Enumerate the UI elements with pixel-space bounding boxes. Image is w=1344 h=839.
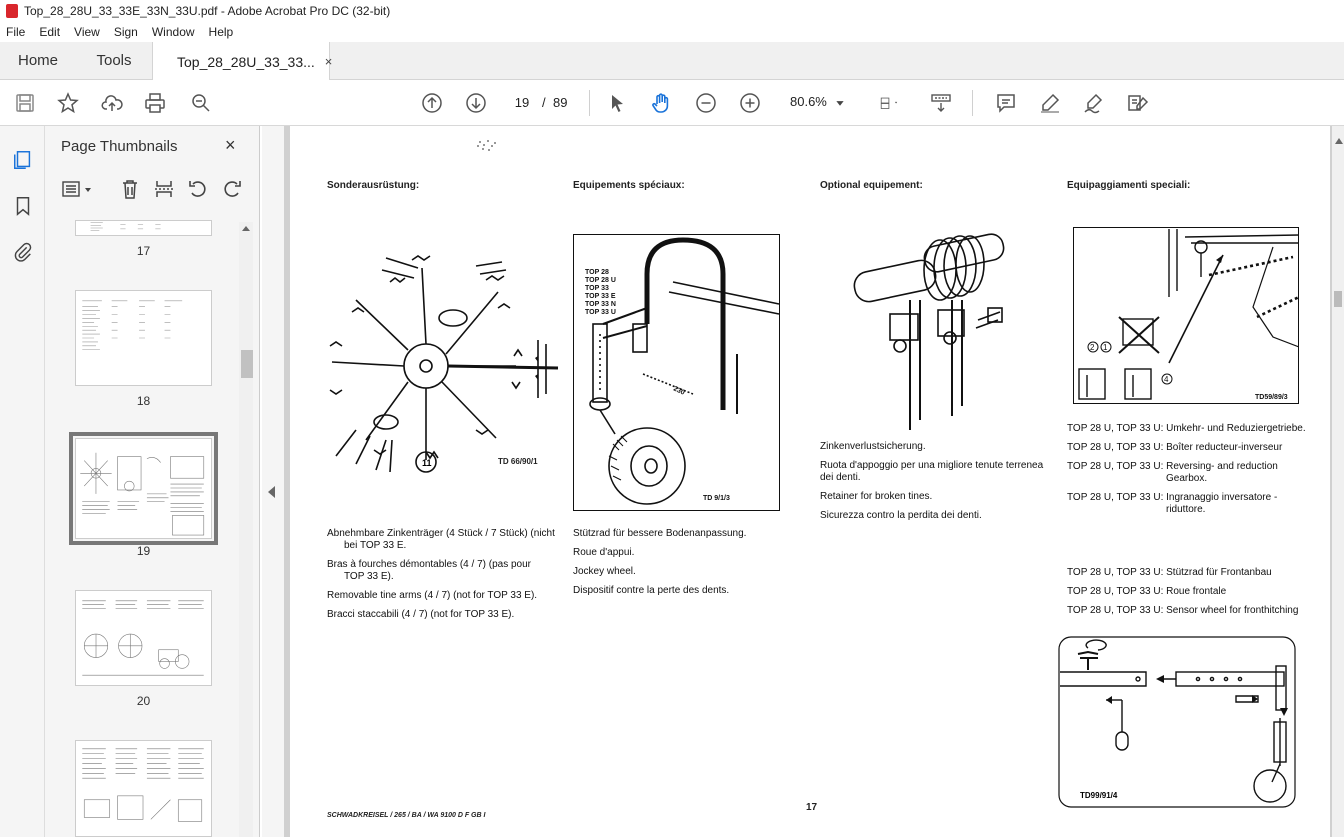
col4-line: TOP 28 U, TOP 33 U: Boîter reducteur-inverseur	[1067, 442, 1283, 453]
thumbnail-toolbar	[57, 176, 257, 202]
col2-line: Stützrad für bessere Bodenanpassung.	[573, 528, 747, 539]
save-icon[interactable]	[12, 90, 38, 116]
window-title: Top_28_28U_33_33E_33N_33U.pdf - Adobe Acrobat Pro DC (32-bit)	[24, 4, 391, 18]
extract-page-icon[interactable]	[153, 178, 175, 200]
document-footer: SCHWADKREISEL / 265 / BA / WA 9100 D F GB I	[327, 812, 486, 819]
menu-edit[interactable]: Edit	[39, 25, 61, 39]
zoom-level-field[interactable]	[782, 90, 850, 114]
figure-code-td99: TD99/91/4	[1080, 791, 1118, 800]
col3-description	[820, 441, 1060, 529]
rotate-counterclockwise-icon[interactable]	[187, 178, 209, 200]
col1-line: TOP 33 E).	[344, 571, 394, 582]
menu-file[interactable]: File	[6, 25, 26, 39]
scroll-up-arrow-icon[interactable]	[242, 226, 250, 231]
col4-line: TOP 28 U, TOP 33 U: Umkehr- und Reduziergetriebe.	[1067, 423, 1306, 434]
menu-window[interactable]: Window	[151, 25, 195, 39]
col3-line: Retainer for broken tines.	[820, 491, 933, 502]
reversing-gearbox-illustration	[1073, 227, 1299, 405]
panel-title: Page Thumbnails	[61, 138, 178, 155]
hand-tool-icon[interactable]	[648, 90, 674, 116]
scan-speckle	[474, 136, 504, 156]
previous-page-icon[interactable]	[419, 90, 445, 116]
document-scroll-thumb[interactable]	[1334, 291, 1342, 307]
collapse-arrow-icon[interactable]	[268, 486, 275, 498]
thumbnail-page-18[interactable]	[75, 290, 212, 386]
thumbnail-page-21[interactable]	[75, 740, 212, 837]
thumbnail-page-19[interactable]	[75, 438, 212, 539]
bookmarks-icon[interactable]	[11, 194, 35, 218]
highlight-pen-icon[interactable]	[1037, 90, 1063, 116]
tab-bar	[0, 42, 1344, 80]
attachments-icon[interactable]	[11, 240, 35, 264]
col3-line: Zinkenverlustsicherung.	[820, 441, 926, 452]
delete-page-icon[interactable]	[119, 178, 141, 200]
fig-label-top33: TOP 33	[585, 285, 609, 292]
callout-11: 11	[422, 458, 432, 468]
menu-sign[interactable]: Sign	[113, 25, 138, 39]
thumbnail-page-17[interactable]	[75, 220, 212, 236]
fig-label-top28: TOP 28	[585, 269, 609, 276]
menu-bar	[0, 22, 1344, 42]
heading-equipaggiamenti-speciali: Equipaggiamenti speciali:	[1067, 180, 1191, 191]
col4-line: TOP 28 U, TOP 33 U: Roue frontale	[1067, 586, 1227, 597]
col4-line: Gearbox.	[1166, 473, 1208, 484]
callout-2: 2	[1090, 343, 1095, 352]
tab-close-icon[interactable]: ×	[324, 54, 333, 69]
page-thumbnails-panel	[45, 126, 260, 837]
find-zoom-icon[interactable]	[188, 90, 214, 116]
col4-line: riduttore.	[1166, 504, 1206, 515]
col2-line: Jockey wheel.	[573, 566, 636, 577]
col1-description	[327, 528, 563, 628]
heading-sonderausruestung: Sonderausrüstung:	[327, 180, 420, 191]
col1-line: Abnehmbare Zinkenträger (4 Stück / 7 Stück) (nicht	[327, 528, 555, 539]
col1-line: Bracci staccabili (4 / 7) (not for TOP 33 E).	[327, 609, 515, 620]
fig-label-top33e: TOP 33 E	[585, 293, 616, 300]
document-scrollbar[interactable]	[1332, 126, 1344, 837]
thumbnail-scrollbar[interactable]	[239, 222, 253, 837]
col1-line: bei TOP 33 E.	[344, 540, 407, 551]
select-arrow-icon[interactable]	[604, 90, 630, 116]
thumbnail-label: 19	[136, 544, 151, 558]
figure-code-td9: TD 9/1/3	[703, 495, 730, 502]
col4-line: TOP 28 U, TOP 33 U: Sensor wheel for fronthitching	[1067, 605, 1299, 616]
tab-home[interactable]: Home	[17, 52, 58, 69]
col3-line: Sicurezza contro la perdita dei denti.	[820, 510, 982, 521]
document-page	[290, 126, 1330, 837]
callout-4: 4	[1164, 375, 1169, 384]
toolbar-divider	[972, 90, 973, 116]
tine-arm-rotor-illustration	[326, 250, 562, 480]
sign-pen-icon[interactable]	[1081, 90, 1107, 116]
menu-help[interactable]: Help	[208, 25, 234, 39]
col2-line: Dispositif contre la perte des dents.	[573, 585, 730, 596]
edit-redact-icon[interactable]	[1125, 90, 1151, 116]
rotate-clockwise-icon[interactable]	[221, 178, 243, 200]
thumbnail-label: 20	[136, 694, 151, 708]
front-hitching-sensor-wheel-illustration	[1058, 636, 1298, 810]
next-page-icon[interactable]	[463, 90, 489, 116]
fig-dimension-230: 230	[672, 385, 686, 397]
zoom-out-icon[interactable]	[693, 90, 719, 116]
zoom-in-icon[interactable]	[737, 90, 763, 116]
col4-line: TOP 28 U, TOP 33 U: Stützrad für Frontanbau	[1067, 567, 1272, 578]
col4-description-gearbox	[1067, 423, 1317, 523]
toolbar-divider	[589, 90, 590, 116]
thumbnail-page-20[interactable]	[75, 590, 212, 686]
col1-line: Removable tine arms (4 / 7) (not for TOP 33 E).	[327, 590, 538, 601]
upload-cloud-icon[interactable]	[99, 90, 125, 116]
fig-label-top28u: TOP 28 U	[585, 277, 616, 284]
scroll-up-arrow-icon[interactable]	[1335, 138, 1343, 144]
callout-1: 1	[1103, 343, 1108, 352]
col3-line: Ruota d'appoggio per una migliore tenute terrenea	[820, 460, 1044, 471]
fig-label-top33n: TOP 33 N	[585, 301, 616, 308]
col1-line: Bras à fourches démontables (4 / 7) (pas pour	[327, 559, 531, 570]
col4-line: TOP 28 U, TOP 33 U: Ingranaggio inversatore -	[1067, 492, 1278, 503]
acrobat-logo-icon	[6, 4, 18, 18]
scroll-mode-icon[interactable]	[928, 90, 954, 116]
bookmark-star-icon[interactable]	[55, 90, 81, 116]
page-fit-icon[interactable]	[870, 90, 910, 116]
thumbnail-label: 17	[136, 244, 151, 258]
tab-document[interactable]	[152, 42, 333, 81]
panel-close-icon[interactable]: ×	[225, 135, 236, 155]
toolbar	[0, 80, 1344, 126]
thumbnail-scroll-thumb[interactable]	[241, 350, 253, 378]
figure-code-td66: TD 66/90/1	[498, 457, 538, 466]
navigation-rail	[0, 126, 45, 837]
comment-icon[interactable]	[993, 90, 1019, 116]
figure-code-td59: TD59/89/3	[1255, 394, 1288, 401]
menu-view[interactable]: View	[74, 25, 100, 39]
collapse-panel-handle[interactable]	[262, 126, 284, 837]
options-menu-icon[interactable]	[61, 178, 95, 200]
page-separator: /	[542, 95, 546, 110]
zoom-level-value: 80.6%	[790, 94, 827, 109]
col4-description-front-wheel	[1067, 567, 1317, 624]
title-bar	[0, 0, 1344, 22]
col4-line: TOP 28 U, TOP 33 U: Reversing- and reduction	[1067, 461, 1278, 472]
document-viewer[interactable]	[284, 126, 1332, 837]
print-icon[interactable]	[142, 90, 168, 116]
col2-description	[573, 528, 809, 604]
tab-document-label: Top_28_28U_33_33...	[177, 53, 315, 70]
heading-optional-equipement: Optional equipement:	[820, 180, 923, 191]
fig-label-top33u: TOP 33 U	[585, 309, 616, 316]
tine-retainer-illustration	[850, 230, 1010, 430]
page-number-input[interactable]: 19	[507, 90, 537, 114]
col2-line: Roue d'appui.	[573, 547, 635, 558]
tab-tools[interactable]: Tools	[96, 52, 132, 69]
total-pages: 89	[553, 95, 568, 110]
col3-line: dei denti.	[820, 472, 861, 483]
heading-equipements-speciaux: Equipements spéciaux:	[573, 180, 685, 191]
printed-page-number: 17	[806, 802, 818, 813]
jockey-wheel-illustration	[573, 234, 780, 512]
thumbnail-label: 18	[136, 394, 151, 408]
page-thumbnails-icon[interactable]	[11, 148, 35, 172]
